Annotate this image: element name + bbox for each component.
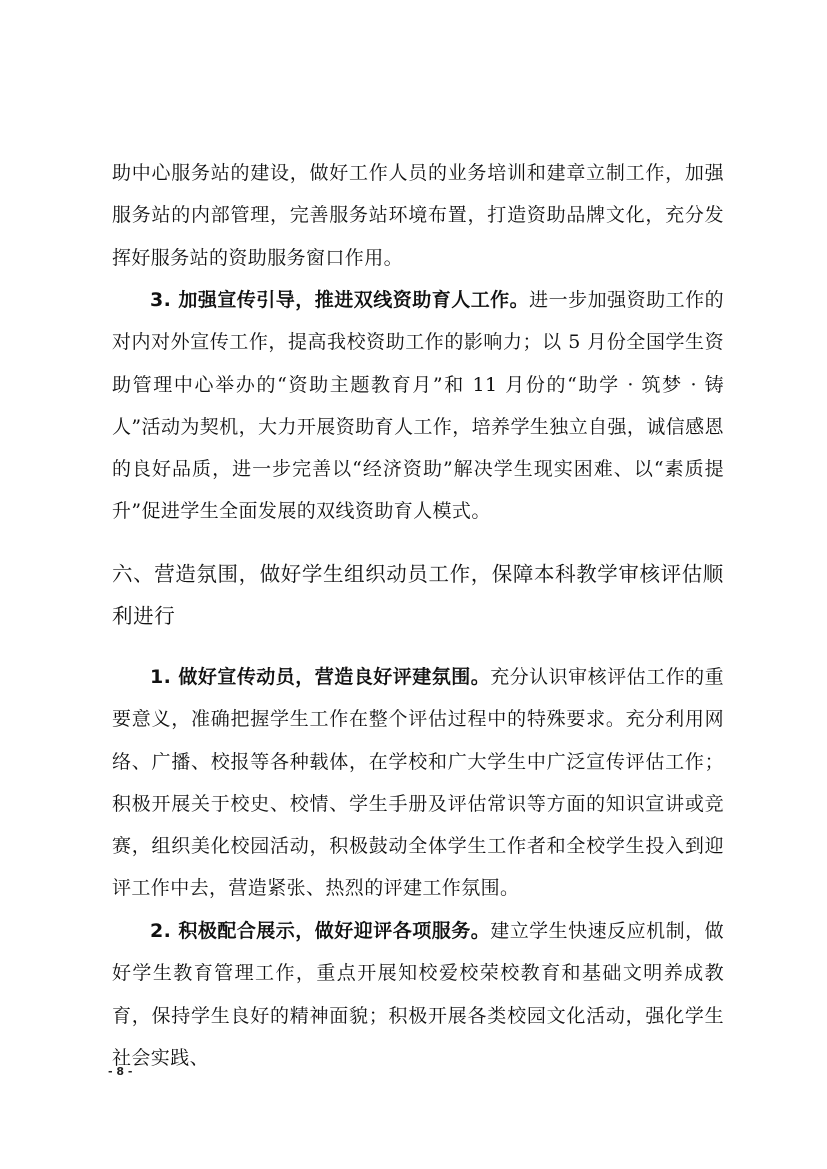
paragraph-text: 进一步加强资助工作的对内对外宣传工作，提高我校资助工作的影响力；以 5 月份全国学生资助管理中心举办的“资助主题教育月”和 11 月份的“助学 · 筑梦 · 铸人”活动为契机，大力开展资助育人工作，培养学生独立自强，诚信感恩的良好品质，进一步完善以“经济资助”解决学生现实困难、以“素质提升”促进学生全面发展的双线资助育人模式。 [112,289,724,523]
paragraph-publicity [112,279,724,533]
paragraph-text: 充分认识审核评估工作的重要意义，准确把握学生工作在整个评估过程中的特殊要求。充分利用网络、广播、校报等各种载体，在学校和广大学生中广泛宣传评估工作；积极开展关于校史、校情、学生手册及评估常识等方面的知识宣讲或竞赛，组织美化校园活动，积极鼓动全体学生工作者和全校学生投入到迎评工作中去，营造紧张、热烈的评建工作氛围。 [112,666,724,900]
paragraph-body [112,910,724,1079]
paragraph-mobilization [112,656,724,910]
paragraph-lead: 1. 做好宣传动员，营造良好评建氛围。 [150,666,491,688]
paragraph-body [112,656,724,910]
paragraph-text: 助中心服务站的建设，做好工作人员的业务培训和建章立制工作，加强服务站的内部管理，完善服务站环境布置，打造资助品牌文化，充分发挥好服务站的资助服务窗口作用。 [112,162,724,269]
page-number: - 8 - [108,1065,133,1078]
paragraph-body [112,279,724,533]
paragraph-service [112,910,724,1079]
paragraph-lead: 2. 积极配合展示，做好迎评各项服务。 [150,920,491,942]
paragraph-text: 建立学生快速反应机制，做好学生教育管理工作，重点开展知校爱校荣校教育和基础文明养成教育，保持学生良好的精神面貌；积极开展各类校园文化活动，强化学生社会实践、 [112,920,724,1069]
section-heading: 六、营造氛围，做好学生组织动员工作，保障本科教学审核评估顺利进行 [112,562,724,628]
paragraph-continuation [112,152,724,279]
paragraph-lead: 3. 加强宣传引导，推进双线资助育人工作。 [150,289,530,311]
